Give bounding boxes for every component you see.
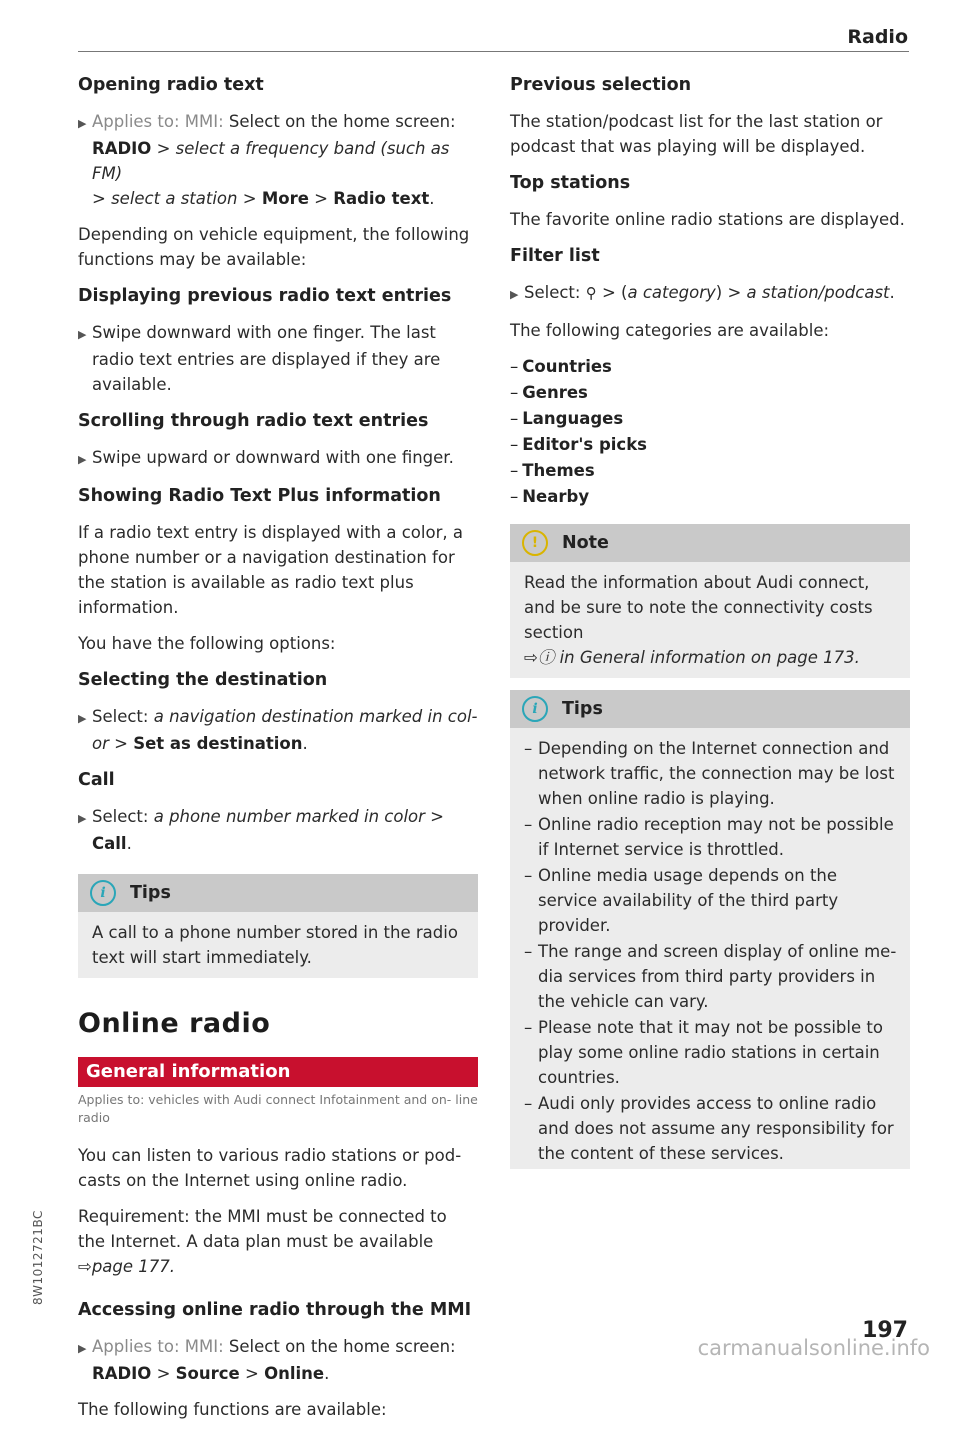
phone-term: a phone number marked in color [153, 807, 425, 826]
period: . [324, 1364, 330, 1383]
tips-box-right [510, 690, 910, 1169]
set-destination-term: Set as destination [133, 734, 303, 753]
applies-rest: Select on the home screen: [223, 1337, 456, 1356]
note-body [510, 562, 910, 678]
step-arrow-icon: ▶ [78, 453, 87, 466]
selecting-step [78, 704, 478, 756]
list-item: – The range and screen display of online me- dia services from third party providers in the vehicle can vary. [524, 942, 897, 1011]
list-item: – Depending on the Internet connection and network traffic, the connection may be lost when online radio is playing. [524, 739, 895, 808]
radio-text-term: Radio text [333, 189, 430, 208]
call-term: Call [92, 834, 127, 853]
tips-list [524, 736, 898, 1166]
station-term: a station/podcast [746, 283, 890, 302]
section-title: Radio [847, 26, 908, 48]
select-prefix: Select: [524, 283, 586, 302]
step-arrow-icon: ▶ [78, 712, 87, 725]
tips-label: Tips [562, 699, 603, 719]
tips-header [78, 874, 478, 912]
category-label: Themes [522, 461, 595, 480]
header-rule [78, 51, 909, 52]
right-column [510, 72, 910, 1181]
separator: > [424, 807, 444, 826]
tip-text: Online radio reception may not be possible if Internet service is throttled. [538, 815, 894, 859]
destination-term: a navigation destination marked in col- or [92, 707, 478, 753]
period: . [889, 283, 895, 302]
note-box [510, 524, 910, 678]
tip-text: Please note that it may not be possible to play some online radio stations in certain countries. [538, 1018, 883, 1087]
tip-text: Online media usage depends on the service availability of the third party provider. [538, 866, 839, 935]
requirement-paragraph [78, 1204, 478, 1279]
general-information-bar: General information [78, 1057, 478, 1087]
categories-paragraph: The following categories are available: [510, 321, 830, 340]
separator: > [92, 189, 112, 208]
list-item: – Editor's picks [510, 435, 648, 454]
tips-body [510, 728, 910, 1169]
depending-paragraph: Depending on vehicle equipment, the following functions may be available: [78, 225, 470, 269]
applies-label: Applies to: MMI: [92, 1337, 224, 1356]
list-item: – Online media usage depends on the service availability of the third party provider. [524, 866, 839, 935]
filter-step [510, 280, 910, 307]
page-number: 197 [862, 1318, 908, 1343]
select-prefix: Select: [92, 707, 154, 726]
accessing-heading: Accessing online radio through the MMI [78, 1300, 472, 1320]
previous-selection-heading: Previous selection [510, 75, 692, 95]
separator: > [151, 1364, 176, 1383]
step-text: Swipe downward with one finger. The last radio text entries are displayed if they are available. [92, 323, 441, 394]
online-term: Online [264, 1364, 325, 1383]
tip-text: The range and screen display of online me- dia services from third party providers in the vehicle can vary. [538, 942, 897, 1011]
source-term: Source [175, 1364, 240, 1383]
tips-text: A call to a phone number stored in the radio text will start immediately. [92, 923, 458, 967]
list-item: – Genres [510, 383, 588, 402]
step-arrow-icon: ▶ [510, 288, 519, 301]
step-arrow-icon: ▶ [78, 1342, 87, 1355]
general-applies: Applies to: vehicles with Audi connect Infotainment and on- line radio [78, 1092, 478, 1125]
step-text: Swipe upward or downward with one finger. [92, 448, 454, 467]
list-item: – Audi only provides access to online radio and does not assume any responsibility for the content of these services. [524, 1094, 894, 1163]
info-icon: i [90, 880, 116, 906]
categories-list [510, 354, 910, 510]
filter-list-heading: Filter list [510, 246, 600, 266]
call-heading: Call [78, 770, 115, 790]
category-label: Editor's picks [522, 435, 648, 454]
separator: > [237, 189, 262, 208]
online-radio-title: Online radio [78, 1008, 271, 1039]
period: . [126, 834, 132, 853]
category-label: Countries [522, 357, 612, 376]
selecting-heading: Selecting the destination [78, 670, 328, 690]
tips-box [78, 874, 478, 978]
note-link[interactable]: ⇨ⓘ in General information on page 173. [524, 648, 860, 667]
document-code: 8W1012721BC [31, 1210, 45, 1305]
list-item: – Themes [510, 461, 595, 480]
separator: ) > [715, 283, 747, 302]
listen-paragraph: You can listen to various radio stations or pod- casts on the Internet using online radio. [78, 1146, 462, 1190]
separator: > [151, 139, 176, 158]
category-label: Languages [522, 409, 624, 428]
accessing-step [78, 1334, 478, 1386]
note-text: Read the information about Audi connect, and be sure to note the connectivity costs section [524, 573, 873, 642]
tips-header [510, 690, 910, 728]
tips-body [78, 912, 478, 978]
category-label: Genres [522, 383, 588, 402]
station-term: select a station [111, 189, 238, 208]
displaying-step [78, 320, 478, 397]
call-step [78, 804, 478, 856]
category-term: a category [627, 283, 716, 302]
opening-step [78, 109, 478, 211]
radio-term: RADIO [92, 139, 152, 158]
period: . [302, 734, 308, 753]
list-item: – Countries [510, 357, 612, 376]
applies-rest: Select on the home screen: [223, 112, 456, 131]
displaying-heading: Displaying previous radio text entries [78, 286, 452, 306]
opening-radio-text-heading: Opening radio text [78, 75, 264, 95]
requirement-text: Requirement: the MMI must be connected to the Internet. A data plan must be available [78, 1207, 447, 1251]
warning-icon: ! [522, 530, 548, 556]
note-label: Note [562, 533, 609, 553]
list-item: – Please note that it may not be possible to play some online radio stations in certain countries. [524, 1018, 883, 1087]
page-link[interactable]: ⇨page 177. [78, 1257, 176, 1276]
separator: > ( [596, 283, 628, 302]
list-item: – Languages [510, 409, 624, 428]
scrolling-step [78, 445, 478, 472]
separator: > [108, 734, 134, 753]
step-arrow-icon: ▶ [78, 117, 87, 130]
info-icon: i [522, 696, 548, 722]
tip-text: Depending on the Internet connection and network traffic, the connection may be lost when online radio is playing. [538, 739, 895, 808]
left-column [78, 72, 478, 1433]
functions-paragraph: The following functions are available: [78, 1400, 387, 1419]
scrolling-heading: Scrolling through radio text entries [78, 411, 429, 431]
note-header [510, 524, 910, 562]
previous-paragraph: The station/podcast list for the last station or podcast that was playing will be displayed. [510, 112, 883, 156]
separator: > [239, 1364, 265, 1383]
watermark: carmanualsonline.info [697, 1336, 930, 1360]
category-label: Nearby [522, 487, 590, 506]
showing-paragraph: If a radio text entry is displayed with a color, a phone number or a navigation destination for the station is available as radio text plus information. [78, 523, 463, 617]
band-term: select a frequency band (such as FM) [92, 139, 450, 183]
filter-search-icon: ⚲ [585, 284, 597, 302]
tip-text: Audi only provides access to online radio and does not assume any responsibility for the content of these services. [538, 1094, 894, 1163]
top-stations-heading: Top stations [510, 173, 631, 193]
applies-label: Applies to: MMI: [92, 112, 224, 131]
tips-label: Tips [130, 883, 171, 903]
period: . [429, 189, 435, 208]
separator: > [308, 189, 334, 208]
options-paragraph: You have the following options: [78, 634, 336, 653]
step-arrow-icon: ▶ [78, 812, 87, 825]
more-term: More [261, 189, 309, 208]
select-prefix: Select: [92, 807, 154, 826]
radio-term: RADIO [92, 1364, 152, 1383]
list-item: – Online radio reception may not be possible if Internet service is throttled. [524, 815, 894, 859]
list-item: – Nearby [510, 487, 590, 506]
top-paragraph: The favorite online radio stations are displayed. [510, 210, 905, 229]
step-arrow-icon: ▶ [78, 328, 87, 341]
showing-heading: Showing Radio Text Plus information [78, 486, 441, 506]
